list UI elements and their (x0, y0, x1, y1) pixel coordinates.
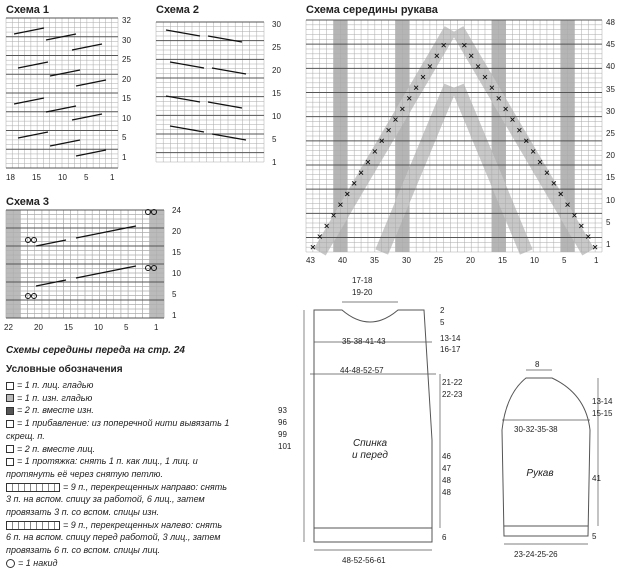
s3b-label: 15 (64, 323, 73, 332)
body-total-height-3: 99 (278, 430, 287, 439)
s3b-label: 20 (34, 323, 43, 332)
s4b-label: 1 (594, 256, 599, 265)
legend-item: провязать 6 п. со вспом. спицы лиц. (6, 545, 161, 556)
legend-item: = 2 п. вместе изн. (6, 405, 94, 416)
s1b-label: 15 (32, 173, 41, 182)
scheme2-grid (156, 22, 264, 164)
sleeve-scheme-title: Схема середины рукава (306, 4, 438, 16)
s3r-label: 1 (172, 311, 177, 320)
s1r-label: 15 (122, 94, 131, 103)
s4r-label: 1 (606, 240, 611, 249)
stitch-symbol-icon (6, 407, 14, 415)
s3b-label: 22 (4, 323, 13, 332)
s1r-label: 25 (122, 55, 131, 64)
s4b-label: 25 (434, 256, 443, 265)
s4r-label: 35 (606, 84, 615, 94)
sleeve-cuff: 5 (592, 532, 597, 541)
s2r-label: 1 (272, 158, 277, 167)
s3r-label: 20 (172, 227, 181, 236)
legend-item: скрещ. п. (6, 430, 45, 441)
s4r-label: 15 (606, 173, 615, 183)
body-neck-width: 19-20 (352, 288, 373, 297)
body-total-height-1: 93 (278, 406, 287, 415)
cable-icon (6, 483, 60, 492)
legend-item: 3 п. на вспом. спицу за работой, 6 лиц., затем (6, 494, 205, 505)
scheme1-grid (6, 18, 118, 170)
s1b-label: 5 (84, 173, 89, 182)
s4b-label: 43 (306, 256, 315, 265)
s4r-label: 48 (606, 18, 615, 27)
sleeve-length: 41 (592, 474, 601, 483)
body-bottom-width: 48-52-56-61 (342, 556, 386, 565)
s4b-label: 30 (402, 256, 411, 265)
sleeve-pattern-outline (490, 360, 613, 560)
s4b-label: 20 (466, 256, 475, 265)
s4r-label: 40 (606, 62, 615, 72)
yarn-over-icon (6, 559, 15, 568)
sleeve-cap-a: 13-14 (592, 397, 613, 406)
body-chest-width: 44-48-52-57 (340, 366, 384, 375)
s4r-label: 20 (606, 151, 615, 161)
s4r-label: 5 (606, 217, 611, 227)
s4r-label: 25 (606, 129, 615, 138)
legend-item: = 1 п. лиц. гладью (6, 380, 93, 391)
scheme1-title: Схема 1 (6, 4, 50, 16)
body-total-height-4: 101 (278, 442, 292, 451)
s2r-label: 30 (272, 20, 281, 29)
body-armhole-a: 21-22 (442, 378, 463, 387)
s4b-label: 40 (338, 256, 347, 265)
s3r-label: 10 (172, 269, 181, 278)
body-label-line-2: и перед (352, 450, 388, 461)
stitch-symbol-icon (6, 458, 14, 466)
body-armhole-top-a: 13-14 (440, 334, 461, 343)
legend-item: = 9 п., перекрещенных направо: снять (6, 482, 227, 493)
s4b-label: 35 (370, 256, 379, 265)
s1r-label: 1 (122, 152, 127, 162)
scheme3-title: Схема 3 (6, 196, 50, 208)
s1r-label: 30 (122, 35, 131, 45)
sleeve-top: 8 (535, 360, 540, 369)
stitch-symbol-icon (6, 420, 14, 428)
sleeve-cap-b: 15-15 (592, 409, 613, 418)
s4r-label: 30 (606, 106, 615, 116)
legend-item: = 9 п., перекрещенных налево: снять (6, 520, 222, 531)
s4b-label: 10 (530, 256, 539, 265)
body-side-height-3: 48 (442, 476, 451, 485)
body-label-line-1: Спинка (352, 438, 388, 449)
stitch-symbol-icon (6, 382, 14, 390)
legend-item: = 1 п. изн. гладью (6, 393, 92, 404)
stitch-symbol-icon (6, 445, 14, 453)
stitch-symbol-icon (6, 394, 14, 402)
sleeve-scheme-grid (306, 20, 602, 252)
body-armhole-top-b: 16-17 (440, 345, 461, 354)
s1r-label: 10 (122, 113, 131, 123)
s1r-label: 32 (122, 16, 131, 25)
s1r-label: 20 (122, 74, 131, 84)
body-side-height-2: 47 (442, 464, 451, 473)
legend-item: = 1 прибавление: из поперечной нити вывязать 1 (6, 418, 229, 429)
s3r-label: 24 (172, 206, 181, 215)
legend-item: 6 п. на вспом. спицу перед работой, 3 лиц., затем (6, 532, 221, 543)
legend-item: = 2 п. вместе лиц. (6, 444, 95, 455)
s2r-label: 20 (272, 66, 281, 75)
s3b-label: 5 (124, 323, 129, 332)
legend-item: = 1 протяжка: снять 1 п. как лиц., 1 лиц. и (6, 456, 198, 467)
s4r-label: 10 (606, 195, 615, 205)
legend-title: Условные обозначения (6, 364, 123, 375)
scheme2-title: Схема 2 (156, 4, 200, 16)
s4b-label: 5 (562, 256, 567, 265)
body-pattern-outline (290, 270, 450, 570)
s1b-label: 18 (6, 173, 15, 182)
s4b-label: 15 (498, 256, 507, 265)
s2r-label: 5 (272, 135, 277, 144)
s3b-label: 10 (94, 323, 103, 332)
s2r-label: 15 (272, 89, 281, 98)
body-armhole-b: 22-23 (442, 390, 463, 399)
scheme3-grid (6, 210, 164, 320)
legend-item: = 1 накид (6, 558, 57, 569)
s4r-label: 45 (606, 40, 615, 50)
legend-item: провязать 3 п. со вспом. спицы изн. (6, 507, 160, 517)
s2r-label: 25 (272, 43, 281, 52)
body-total-height-2: 96 (278, 418, 287, 427)
sleeve-bottom-width: 23-24-25-26 (514, 550, 558, 559)
legend-item: протянуть её через снятую петлю. (6, 468, 163, 479)
body-hem: 6 (442, 533, 447, 542)
body-top-width: 17-18 (352, 276, 373, 285)
sleeve-label: Рукав (526, 468, 554, 479)
body-shoulder-width: 35-38-41-43 (342, 337, 386, 346)
s3b-label: 1 (154, 323, 159, 332)
front-scheme-note: Схемы середины переда на стр. 24 (6, 345, 185, 356)
sleeve-width: 30-32-35-38 (514, 425, 558, 434)
body-side-height-4: 48 (442, 488, 451, 497)
body-neck-depth-a: 2 (440, 306, 445, 315)
s2r-label: 10 (272, 112, 281, 121)
s1r-label: 5 (122, 133, 127, 142)
s1b-label: 1 (110, 173, 115, 182)
body-side-height-1: 46 (442, 452, 451, 461)
s1b-label: 10 (58, 173, 67, 182)
body-neck-depth-b: 5 (440, 318, 445, 327)
s3r-label: 5 (172, 290, 177, 299)
s3r-label: 15 (172, 248, 181, 257)
cable-icon (6, 521, 60, 530)
